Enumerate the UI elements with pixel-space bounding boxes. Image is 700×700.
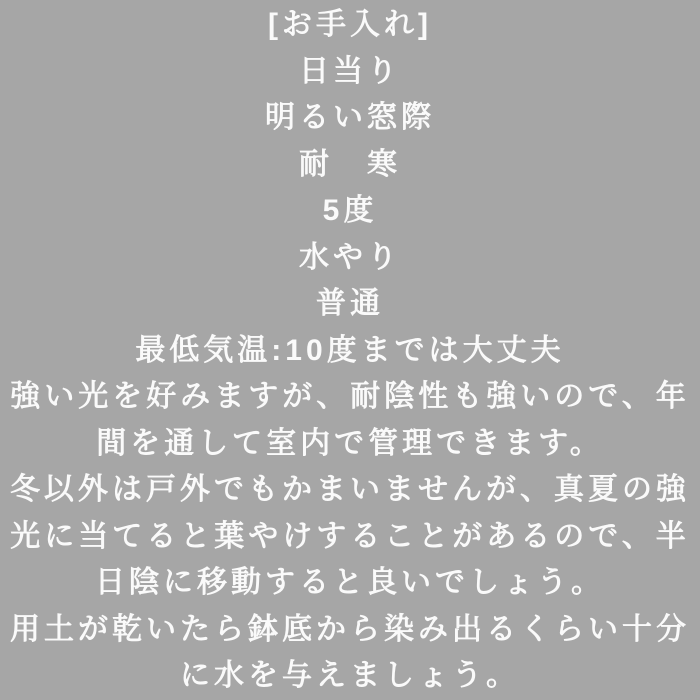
attr-value-sunlight: 明るい窓際 bbox=[265, 101, 435, 134]
attr-label-watering: 水やり bbox=[299, 240, 401, 274]
attr-label-cold-tolerance: 耐 寒 bbox=[299, 147, 401, 181]
attr-value-cold-tolerance: 5度 bbox=[322, 194, 378, 227]
attr-value-watering: 普通 bbox=[316, 287, 384, 320]
attr-label-sunlight: 日当り bbox=[299, 54, 401, 88]
note-watering-method: 用土が乾いたら鉢底から染み出るくらい十分に水を与えましょう。 bbox=[10, 612, 690, 692]
note-min-temperature: 最低気温:10度までは大丈夫 bbox=[135, 333, 565, 367]
care-title: [お手入れ] bbox=[268, 8, 432, 41]
note-outdoor-caution: 冬以外は戸外でもかまいませんが、真夏の強光に当てると葉やけすることがあるので、半日陰に移動すると良いでしょう。 bbox=[10, 473, 690, 599]
note-light-preference: 強い光を好みますが、耐陰性も強いので、年間を通して室内で管理できます。 bbox=[10, 380, 690, 460]
